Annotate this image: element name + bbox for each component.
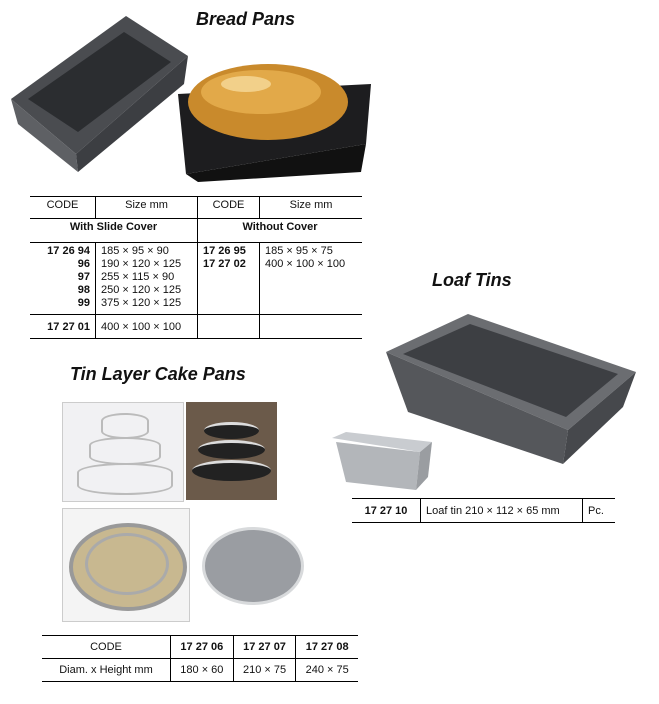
size: 250 × 120 × 125: [101, 284, 182, 296]
with-slide-cover-label: With Slide Cover: [30, 219, 198, 243]
size: 400 × 100 × 100: [265, 258, 346, 270]
size: 180 × 60: [171, 659, 234, 682]
size: 185 × 95 × 75: [265, 245, 333, 257]
size: 240 × 75: [305, 664, 349, 676]
without-cover-codes: [198, 243, 260, 315]
header-code: CODE: [198, 197, 260, 219]
table-row: [352, 499, 615, 523]
stacked-cake-pans-image: [62, 402, 184, 502]
bread-pans-title: Bread Pans: [196, 9, 296, 29]
layered-cake-image: [186, 402, 277, 500]
code: 17 27 06: [171, 636, 234, 659]
size: 400 × 100 × 100: [96, 315, 198, 339]
description: Loaf tin 210 × 112 × 65 mm: [421, 499, 583, 523]
code: 98: [77, 284, 90, 296]
row-label: Diam. x Height mm: [42, 659, 171, 682]
size: 185 × 95 × 90: [101, 245, 169, 257]
code: 17 27 02: [203, 258, 246, 270]
loaf-tin-images: [328, 312, 638, 492]
unit: Pc.: [588, 504, 604, 517]
code: 17 26 94: [47, 245, 90, 257]
without-cover-label: Without Cover: [242, 221, 318, 233]
size: 190 × 120 × 125: [101, 258, 182, 270]
with-cover-codes: [30, 243, 96, 315]
round-cake-pan-image: [202, 527, 304, 605]
header-code: CODE: [30, 197, 96, 219]
code: 17 27 10: [352, 499, 421, 523]
nested-cake-rings-image: [62, 508, 190, 622]
cake-pans-title: Tin Layer Cake Pans: [70, 364, 246, 384]
code: 17 27 01: [30, 315, 96, 339]
code: 17 26 95: [203, 245, 246, 257]
bread-pan-with-cover-image: [11, 16, 188, 172]
loaf-tins-table: [352, 498, 615, 523]
loaf-tins-title: Loaf Tins: [432, 270, 512, 290]
bread-loaf-pan-image: [178, 64, 371, 182]
bread-pans-table: [30, 196, 362, 339]
code: 17 27 08: [305, 641, 349, 653]
small-loaf-tin-image: [332, 432, 432, 490]
code: 17 27 07: [233, 636, 296, 659]
header-code: CODE: [42, 636, 171, 659]
header-size: Size mm: [289, 199, 333, 211]
cake-pans-table: [42, 635, 358, 682]
size: 255 × 115 × 90: [101, 271, 175, 283]
size: 210 × 75: [233, 659, 296, 682]
header-size: Size mm: [96, 197, 198, 219]
bread-pan-images: [6, 14, 378, 184]
without-cover-sizes: [260, 243, 363, 315]
code: 96: [77, 258, 90, 270]
size: 375 × 120 × 125: [101, 297, 182, 309]
with-cover-sizes: [96, 243, 198, 315]
code: 99: [77, 297, 90, 309]
code: 97: [77, 271, 90, 283]
